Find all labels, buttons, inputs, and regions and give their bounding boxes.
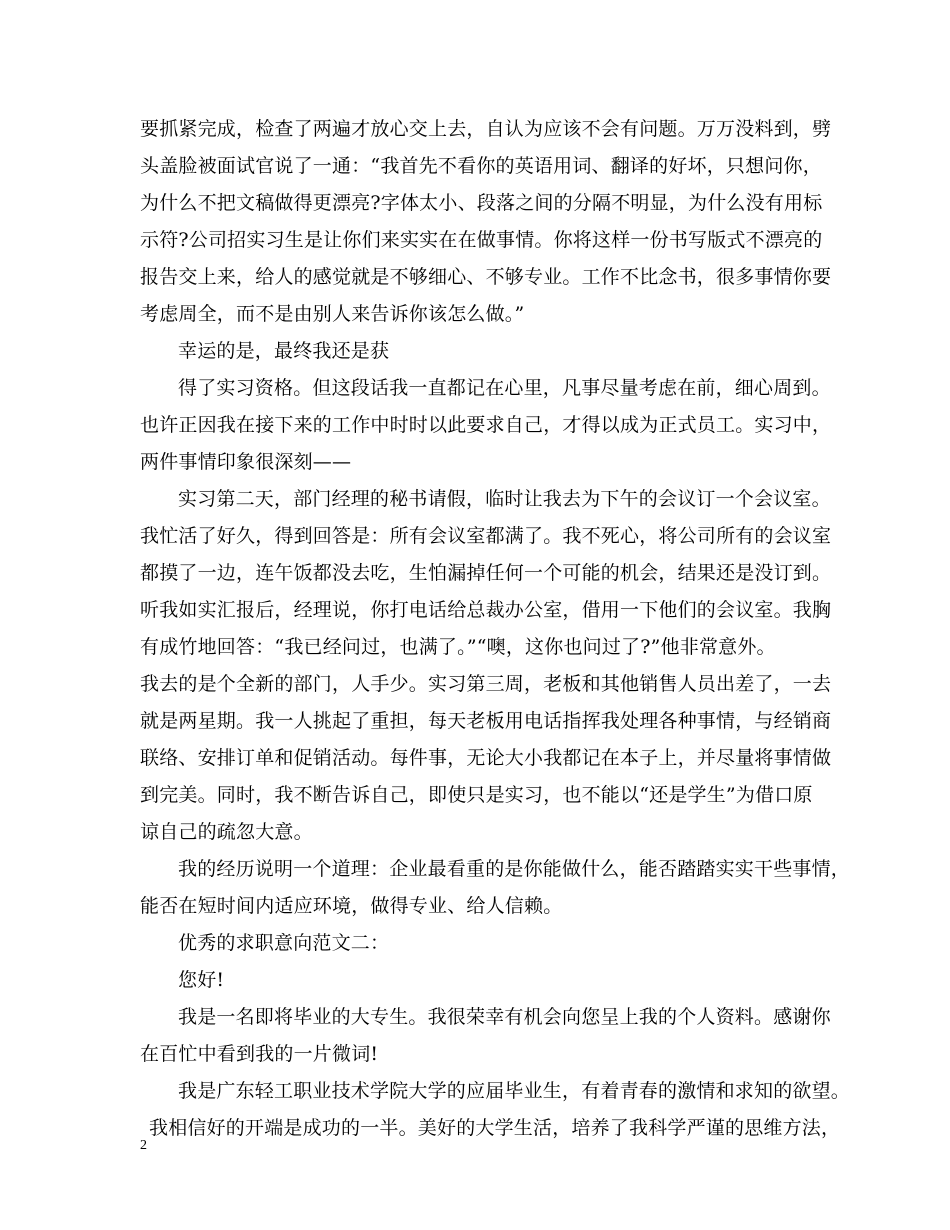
text-line: 为什么不把文稿做得更漂亮?字体太小、段落之间的分隔不明显，为什么没有用标 (140, 192, 823, 214)
text-line: 您好! (178, 969, 225, 991)
text-line: 示符?公司招实习生是让你们来实实在在做事情。你将这样一份书写版式不漂亮的 (140, 229, 823, 251)
text-line: 头盖脸被面试官说了一通：“我首先不看你的英语用词、翻译的好坏，只想问你， (140, 155, 822, 177)
page-number: 2 (140, 1138, 147, 1153)
text-line: 联络、安排订单和促销活动。每件事，无论大小我都记在本子上，并尽量将事情做 (140, 747, 832, 769)
text-line: 优秀的求职意向范文二： (178, 932, 390, 954)
text-line: 我是一名即将毕业的大专生。我很荣幸有机会向您呈上我的个人资料。感谢你 (178, 1006, 831, 1028)
text-line: 也许正因我在接下来的工作中时时以此要求自己，才得以成为正式员工。实习中， (140, 414, 832, 436)
text-line: 要抓紧完成，检查了两遍才放心交上去，自认为应该不会有问题。万万没料到，劈 (140, 118, 832, 140)
text-line: 考虑周全，而不是由别人来告诉你该怎么做。” (140, 303, 525, 325)
text-line: 都摸了一边，连午饭都没去吃，生怕漏掉任何一个可能的机会，结果还是没订到。 (140, 562, 832, 584)
text-line: 听我如实汇报后，经理说，你打电话给总裁办公室，借用一下他们的会议室。我胸 (140, 599, 832, 621)
text-line: 有成竹地回答：“我已经问过，也满了。”“噢，这你也问过了?”他非常意外。 (140, 636, 776, 658)
text-line: 我相信好的开端是成功的一半。美好的大学生活，培养了我科学严谨的思维方法， (149, 1117, 841, 1139)
text-line: 能否在短时间内适应环境，做得专业、给人信赖。 (140, 895, 563, 917)
text-line: 就是两星期。我一人挑起了重担，每天老板用电话指挥我处理各种事情，与经销商 (140, 710, 832, 732)
text-line: 实习第二天，部门经理的秘书请假，临时让我去为下午的会议订一个会议室。 (178, 488, 831, 510)
text-line: 我是广东轻工职业技术学院大学的应届毕业生，有着青春的激情和求知的欲望。 (178, 1080, 851, 1102)
text-line: 谅自己的疏忽大意。 (140, 821, 313, 843)
text-line: 得了实习资格。但这段话我一直都记在心里，凡事尽量考虑在前，细心周到。 (178, 377, 831, 399)
text-line: 我忙活了好久，得到回答是：所有会议室都满了。我不死心，将公司所有的会议室 (140, 525, 832, 547)
text-line: 在百忙中看到我的一片微词! (140, 1043, 379, 1065)
text-line: 我的经历说明一个道理：企业最看重的是你能做什么，能否踏踏实实干些事情， (178, 858, 851, 880)
text-line: 幸运的是，最终我还是获 (178, 340, 390, 362)
text-line: 报告交上来，给人的感觉就是不够细心、不够专业。工作不比念书，很多事情你要 (140, 266, 832, 288)
text-line: 我去的是个全新的部门，人手少。实习第三周，老板和其他销售人员出差了，一去 (140, 673, 832, 695)
text-line: 到完美。同时，我不断告诉自己，即使只是实习，也不能以“还是学生”为借口原 (140, 784, 813, 806)
text-line: 两件事情印象很深刻—— (140, 451, 352, 473)
